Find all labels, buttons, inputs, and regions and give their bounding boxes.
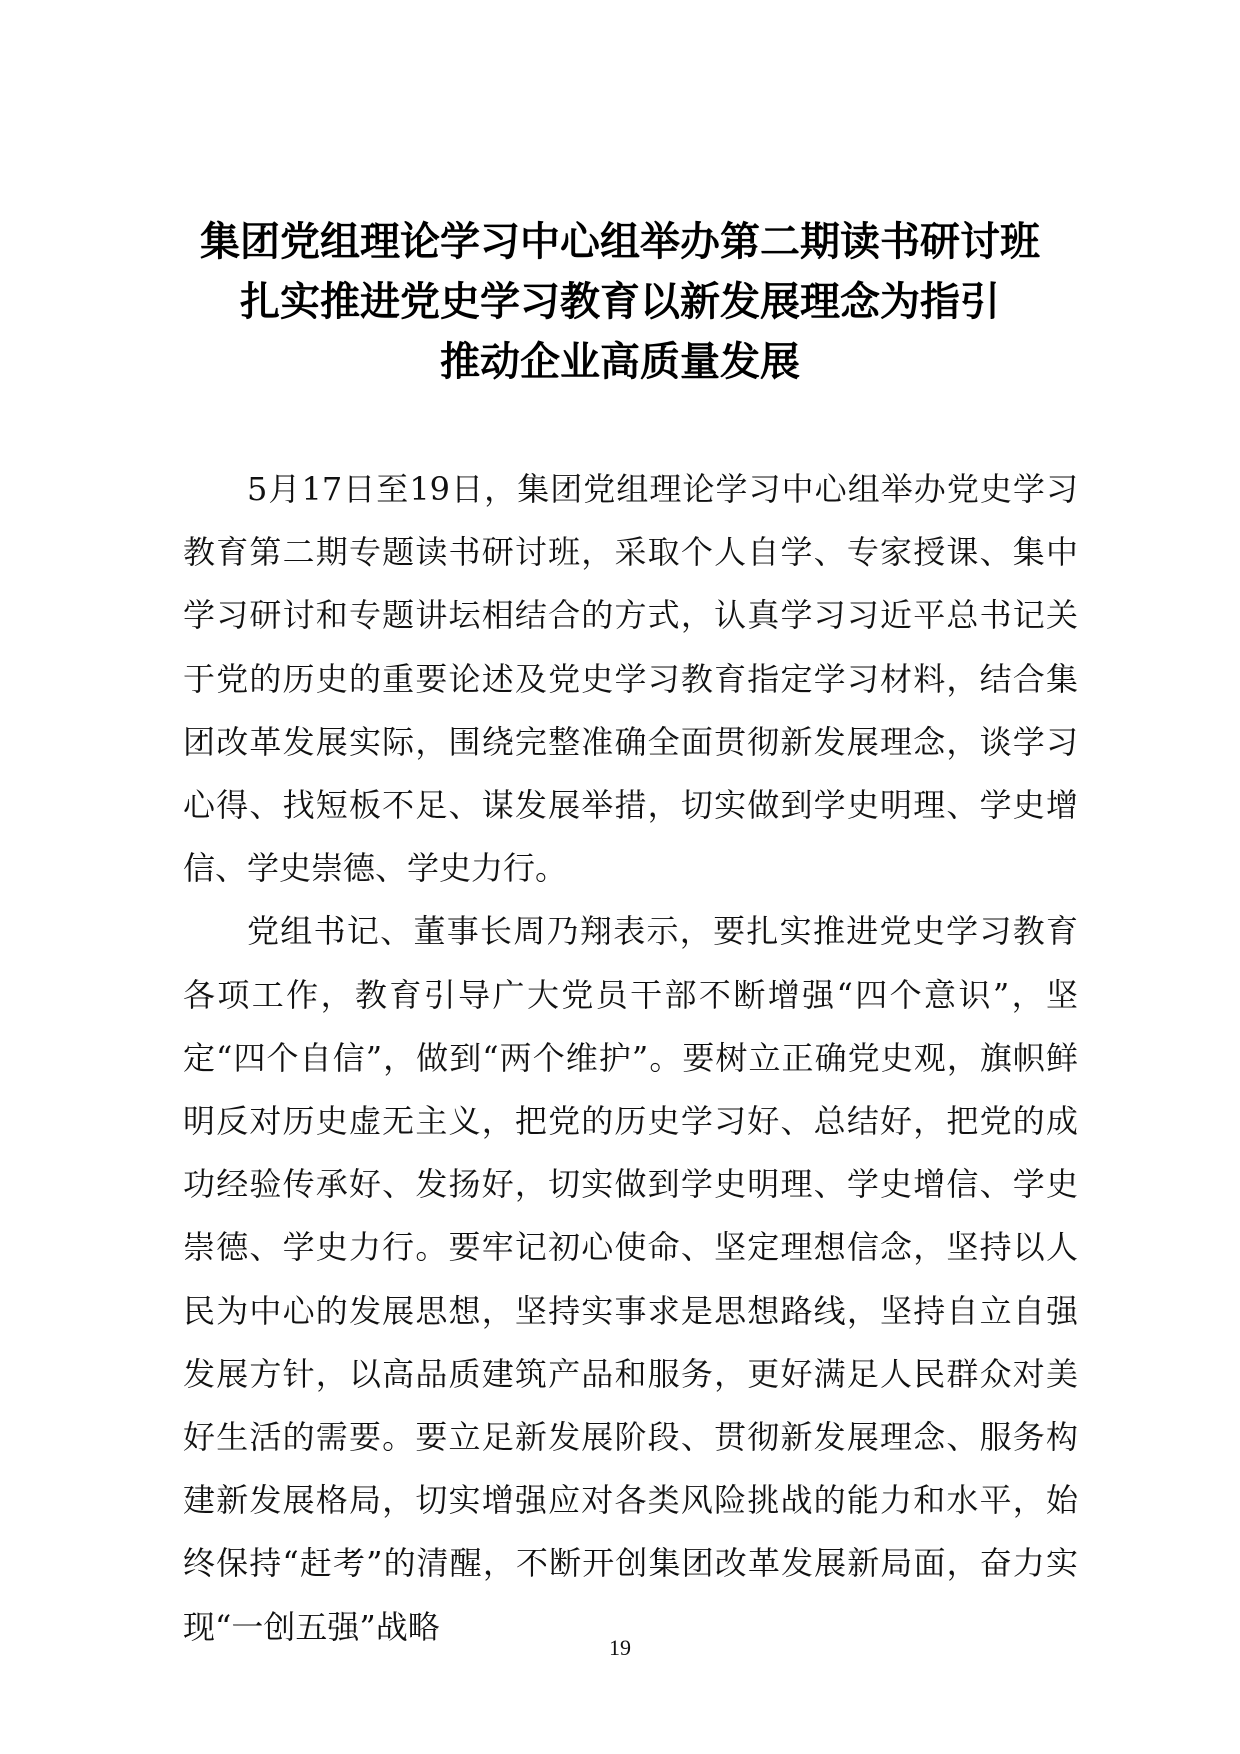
document-body bbox=[183, 458, 1078, 1659]
body-paragraph-2: 党组书记、董事长周乃翔表示，要扎实推进党史学习教育各项工作，教育引导广大党员干部不断增强“四个意识”，坚定“四个自信”，做到“两个维护”。要树立正确党史观，旗帜鲜明反对历史虚无主义，把党的历史学习好、总结好，把党的成功经验传承好、发扬好，切实做到学史明理、学史增信、学史崇德、学史力行。要牢记初心使命、坚定理想信念，坚持以人民为中心的发展思想，坚持实事求是思想路线，坚持自立自强发展方针，以高品质建筑产品和服务，更好满足人民群众对美好生活的需要。要立足新发展阶段、贯彻新发展理念、服务构建新发展格局，切实增强应对各类风险挑战的能力和水平，始终保持“赶考”的清醒，不断开创集团改革发展新局面，奋力实现“一创五强”战略 bbox=[183, 912, 1078, 1646]
body-paragraph-1: 5月17日至19日，集团党组理论学习中心组举办党史学习教育第二期专题读书研讨班，采取个人自学、专家授课、集中学习研讨和专题讲坛相结合的方式，认真学习习近平总书记关于党的历史的重要论述及党史学习教育指定学习材料，结合集团改革发展实际，围绕完整准确全面贯彻新发展理念，谈学习心得、找短板不足、谋发展举措，切实做到学史明理、学史增信、学史崇德、学史力行。 bbox=[183, 470, 1078, 888]
page-number: 19 bbox=[609, 1635, 631, 1660]
title-line-2: 扎实推进党史学习教育以新发展理念为指引 bbox=[240, 279, 1000, 325]
title-line-3: 推动企业高质量发展 bbox=[440, 339, 800, 385]
title-line-1: 集团党组理论学习中心组举办第二期读书研讨班 bbox=[200, 219, 1040, 265]
document-title bbox=[0, 212, 1240, 392]
